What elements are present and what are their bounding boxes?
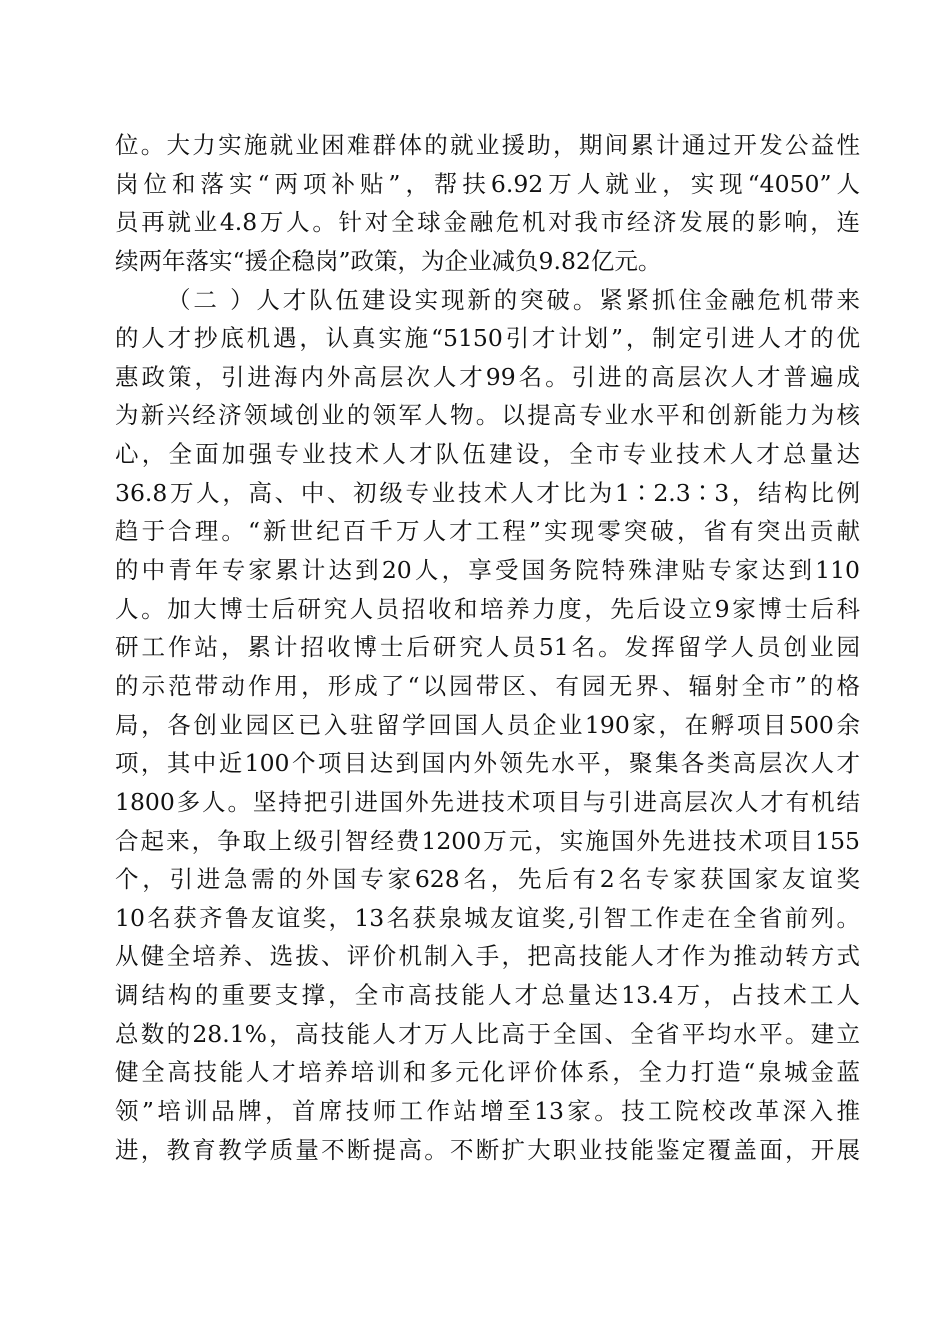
section-heading-line: （二 ）人才队伍建设实现新的突破。紧紧抓住金融危机带来: [167, 285, 860, 314]
text-line: 的示范带动作用，形成了“以园带区、有园无界、辐射全市”的格: [115, 671, 860, 700]
text-line: 健全高技能人才培养培训和多元化评价体系，全力打造“泉城金蓝: [115, 1058, 860, 1087]
text-line: 研工作站，累计招收博士后研究人员51名。发挥留学人员创业园: [115, 633, 860, 662]
text-line: 总数的28.1%，高技能人才万人比高于全国、全省平均水平。建立: [115, 1019, 860, 1048]
text-line: 为新兴经济领域创业的领军人物。以提高专业水平和创新能力为核: [115, 401, 860, 430]
text-line: 局，各创业园区已入驻留学回国人员企业190家，在孵项目500余: [115, 710, 860, 739]
text-line: 心，全面加强专业技术人才队伍建设，全市专业技术人才总量达: [115, 440, 860, 469]
text-line: 趋于合理。“新世纪百千万人才工程”实现零突破，省有突出贡献: [115, 517, 860, 546]
text-line: 的人才抄底机遇，认真实施“5150引才计划”，制定引进人才的优: [115, 324, 860, 353]
text-line: 进，教育教学质量不断提高。不断扩大职业技能鉴定覆盖面，开展: [115, 1135, 860, 1164]
text-line: 的中青年专家累计达到20人，享受国务院特殊津贴专家达到110: [115, 556, 860, 585]
text-line: 调结构的重要支撑，全市高技能人才总量达13.4万，占技术工人: [115, 981, 860, 1010]
text-line: 从健全培养、选拔、评价机制入手，把高技能人才作为推动转方式: [115, 942, 860, 971]
text-line: 员再就业4.8万人。针对全球金融危机对我市经济发展的影响，连: [115, 208, 860, 237]
text-line: 位。大力实施就业困难群体的就业援助，期间累计通过开发公益性: [115, 131, 860, 159]
text-line: 1800多人。坚持把引进国外先进技术项目与引进高层次人才有机结: [115, 787, 860, 816]
text-line: 岗位和落实“两项补贴”，帮扶6.92万人就业，实现“4050”人: [115, 169, 860, 198]
text-line: 个，引进急需的外国专家628名，先后有2名专家获国家友谊奖: [115, 865, 860, 894]
body-text: [115, 126, 860, 1169]
text-line: 续两年落实“援企稳岗”政策，为企业减负9.82亿元。: [115, 246, 662, 275]
text-line: 项，其中近100个项目达到国内外领先水平，聚集各类高层次人才: [115, 749, 860, 778]
text-line: 36.8万人，高、中、初级专业技术人才比为1∶2.3∶3，结构比例: [115, 478, 860, 507]
text-line: 人。加大博士后研究人员招收和培养力度，先后设立9家博士后科: [115, 594, 860, 623]
text-line: 10名获齐鲁友谊奖，13名获泉城友谊奖,引智工作走在全省前列。: [115, 903, 860, 932]
text-line: 惠政策，引进海内外高层次人才99名。引进的高层次人才普遍成: [115, 362, 860, 391]
text-line: 领”培训品牌，首席技师工作站增至13家。技工院校改革深入推: [115, 1097, 860, 1126]
text-line: 合起来，争取上级引智经费1200万元，实施国外先进技术项目155: [115, 826, 860, 855]
